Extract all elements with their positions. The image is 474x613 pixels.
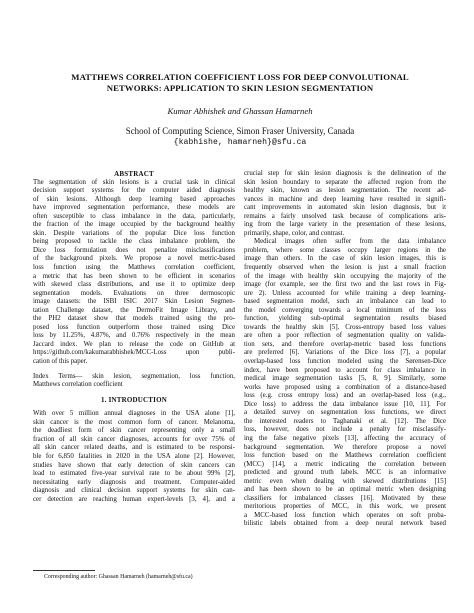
text-line: all skin cancer related deaths, and is estimated to be responsi- <box>33 444 235 452</box>
text-line: Dice loss formulation does not penalize misclassifications <box>33 246 235 254</box>
text-line: skin. Despite variations of the popular Dice loss function <box>33 229 235 237</box>
text-line: decision support systems for the computer aided diagnosis <box>33 187 235 195</box>
text-line: meritorious properties of MCC, in this work, we present <box>244 503 446 511</box>
text-line: Dice loss) to address the data imbalance issue [10, 11]. For <box>244 400 446 408</box>
text-line: the deadliest form of skin cancer representing only a small <box>33 427 235 435</box>
text-line: ure 2). Unless accounted for while training a deep learning- <box>244 289 446 297</box>
text-line: and has been shown to be an optimal metric when designing <box>244 486 446 494</box>
text-line: image (for example, see the first two and the last rows in Fig- <box>244 281 446 289</box>
text-line: (MCC) [14], a metric indicating the correlation between <box>244 460 446 468</box>
text-line: loss function using the Matthews correlation coefficient, <box>33 264 235 272</box>
text-line: necessitating early diagnosis and treatment. Computer-aided <box>33 478 235 486</box>
text-line: a detailed survey on segmentation loss functions, we direct <box>244 409 446 417</box>
text-line: image than others. In the case of skin lesion images, this is <box>244 255 446 263</box>
section-heading: ABSTRACT <box>114 170 154 178</box>
text-line: predicted and ground truth labels. MCC is an informative <box>244 469 446 477</box>
text-line: Medical images often suffer from the data imbalance <box>254 238 446 246</box>
text-line: skin lesion boundary to separate the affected region from the <box>244 178 446 186</box>
text-line: based segmentation model, such an imbalance can lead to <box>244 298 446 306</box>
text-line: the model converging towards a local minimum of the loss <box>244 306 446 314</box>
text-line: medical image segmentation tasks [5, 8, 9]. Similarly, some <box>244 375 446 383</box>
text-line: cation of this paper. <box>33 358 88 366</box>
text-line: skin cancer is the most common form of cancer. Melanoma, <box>33 418 235 426</box>
text-line: loss (e.g. cross entropy loss) and an overlap-based loss (e.g., <box>244 392 446 400</box>
text-line: a MCC-based loss function which operates on soft proba- <box>244 511 446 519</box>
author-affiliation: School of Computing Science, Simon Fraser University, Canada <box>125 126 355 136</box>
text-line: with skewed class distributions, and use it to optimize deep <box>33 281 235 289</box>
text-line: ing the false negative pixels [13], affecting the accuracy of <box>244 434 446 442</box>
text-line: are preferred [6]. Variations of the Dice loss [7], a popular <box>244 349 446 357</box>
paper-authors: Kumar Abhishek and Ghassan Hamarneh <box>167 106 313 116</box>
text-line: cant improvements in automated skin lesion diagnosis, but it <box>244 204 446 212</box>
text-line: function, yielding sub-optimal segmentation results biased <box>244 315 446 323</box>
footnote-divider <box>33 570 95 571</box>
text-line: a metric that has been shown to be efficient in scenarios <box>33 272 235 280</box>
text-line: With over 5 million annual diagnoses in the USA alone [1], <box>33 410 235 418</box>
text-line: Matthews correlation coefficient <box>33 381 123 389</box>
text-line: of skin lesions. Although deep learning based approaches <box>33 195 235 203</box>
text-line: loss by 11.25%, 4.87%, and 0.76% respectively in the mean <box>33 332 235 340</box>
author-email: {kabhishe, hamarneh}@sfu.ca <box>173 138 307 147</box>
paper-title-line-2: NETWORKS: APPLICATION TO SKIN LESION SEGMENTATION <box>106 83 374 93</box>
text-line: loss function based on the Matthews correlation coefficient <box>244 452 446 460</box>
text-line: overlap-based loss function modeled using the Sørensen-Dice <box>244 358 446 366</box>
text-line: The segmentation of skin lesions is a crucial task in clinical <box>33 178 235 186</box>
text-line: vances in machine and deep learning have resulted in signifi- <box>244 195 446 203</box>
text-line: are often a poor reflection of segmentation quality on valida- <box>244 332 446 340</box>
right-text-column <box>244 170 446 529</box>
corresponding-author-footnote: Corresponding author: Ghassan Hamarneh (hamarneh@sfu.ca) <box>44 574 193 580</box>
text-line: ble for 6,850 fatalities in 2020 in the USA alone [2]. However, <box>33 452 235 460</box>
text-line: works have proposed using a combination of a distance-based <box>244 383 446 391</box>
text-line: have improved segmentation performance, these models are <box>33 204 235 212</box>
text-line: ing from the large variety in the presentation of these lesions, <box>244 221 446 229</box>
text-line: the fraction of the image occupied by the background healthy <box>33 221 235 229</box>
text-line: the interested readers to Taghanaki et al. [12]. The Dice <box>244 417 446 425</box>
text-line: healthy skin, known as lesion segmentation. The recent ad- <box>244 187 446 195</box>
text-line: index, have been proposed to account for class imbalance in <box>244 366 446 374</box>
text-line: primarily, shape, color, and contrast. <box>244 229 345 237</box>
text-line: of the image with healthy skin occupying the majority of the <box>244 272 446 280</box>
text-line: frequently observed when the lesion is just a small fraction <box>244 264 446 272</box>
text-line: problem, where some classes occupy larger regions in the <box>244 246 446 254</box>
text-line: https://github.com/kakumarabhishek/MCC-Loss upon publi- <box>33 349 235 357</box>
section-heading: 1. INTRODUCTION <box>100 395 167 404</box>
text-line: classifiers for imbalanced classes [16]. Motivated by these <box>244 494 446 502</box>
text-line: the PH2 dataset show that models trained using the pro- <box>33 315 235 323</box>
text-line: tation Challenge dataset, the DermoFit Image Library, and <box>33 306 235 314</box>
paper-title <box>40 72 440 94</box>
text-line: often susceptible to class imbalance in the data, particularly, <box>33 212 235 220</box>
text-line: bilistic labels obtained from a deep neural network based <box>244 520 446 528</box>
text-line: background segmentation. We therefore propose a novel <box>244 443 446 451</box>
text-line: remains a fairly unsolved task because of complications aris- <box>244 212 446 220</box>
text-line: posed loss function outperform those trained using Dice <box>33 323 235 331</box>
text-line: towards the healthy skin [5]. Cross-entropy based loss values <box>244 323 446 331</box>
text-line: Jaccard index. We plan to release the code on GitHub at <box>33 340 235 348</box>
text-line: loss, however, does not include a penalty for misclassify- <box>244 426 446 434</box>
paper-title-line-1: MATTHEWS CORRELATION COEFFICIENT LOSS FOR DEEP CONVOLUTIONAL <box>71 72 409 82</box>
left-text-column <box>33 170 235 504</box>
text-line: diagnosis and clinical decision support systems for skin can- <box>33 487 235 495</box>
text-line: segmentation models. Evaluations on three dermoscopic <box>33 289 235 297</box>
text-line: metric even when dealing with skewed distributions [15] <box>244 477 446 485</box>
text-line: fraction of all skin cancer diagnoses, accounts for over 75% of <box>33 435 235 443</box>
text-line: lead to estimated five-year survival rate to be about 99% [2], <box>33 470 235 478</box>
text-line: Index Terms— skin lesion, segmentation, loss function, <box>33 372 235 380</box>
text-line: studies have shown that early detection of skin cancers can <box>33 461 235 469</box>
text-line: crucial step for skin lesion diagnosis is the delineation of the <box>244 170 446 177</box>
text-line: being proposed to tackle the class imbalance problem, the <box>33 238 235 246</box>
text-line: cer detection are reaching human expert-levels [3, 4], and a <box>33 495 235 503</box>
arxiv-identifier-stamp <box>2 168 24 468</box>
text-line: tion sets, and therefore overlap-metric based loss functions <box>244 340 446 348</box>
text-line: of the background pixels. We propose a novel metric-based <box>33 255 235 263</box>
text-line: image datasets: the ISBI ISIC 2017 Skin Lesion Segmen- <box>33 298 235 306</box>
